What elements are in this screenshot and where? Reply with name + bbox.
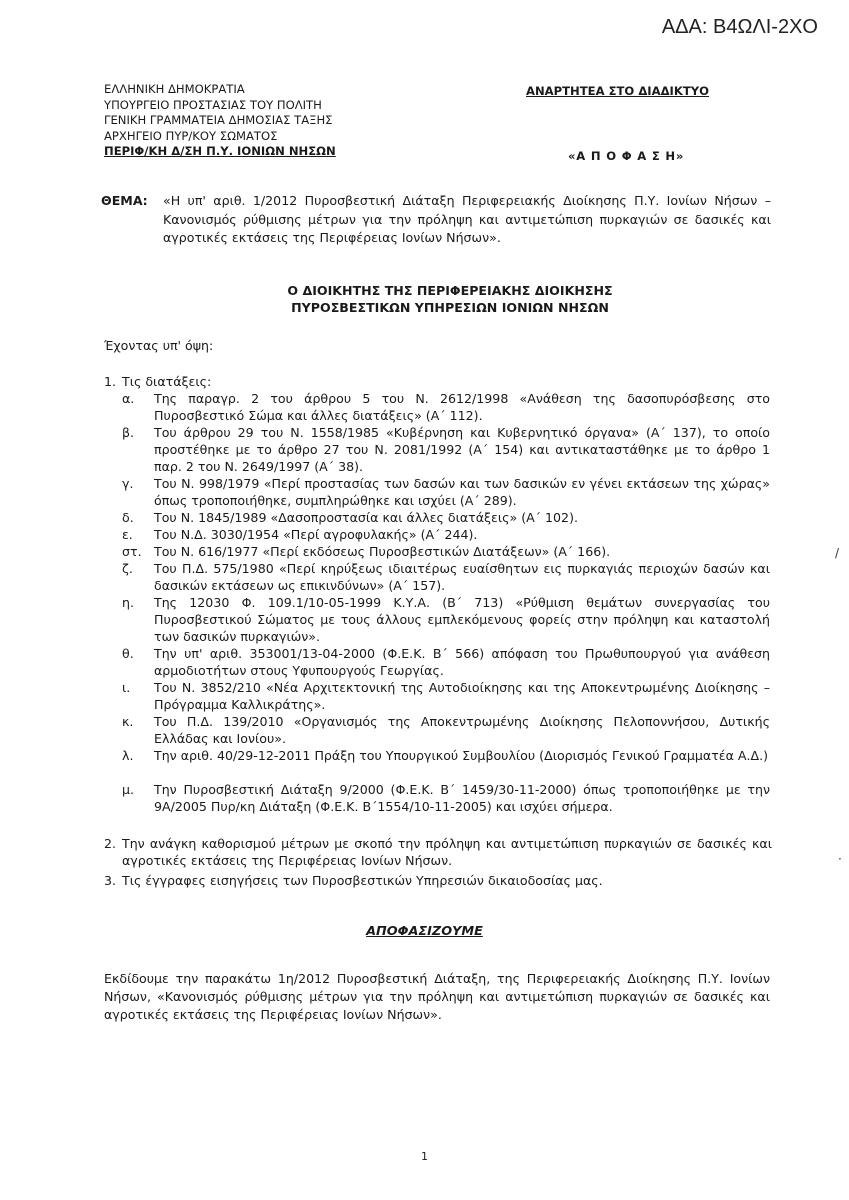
item-number: 2. <box>104 836 117 851</box>
sub-item-text: Του Ν. 3852/210 «Νέα Αρχιτεκτονική της Αυτοδιοίκησης και της Αποκεντρωμένης Διοίκησης – Πρόγραμμα Καλλικράτης». <box>154 680 770 713</box>
sub-item-letter: ε. <box>122 527 133 542</box>
document-title <box>150 282 750 316</box>
sub-item-text: Του άρθρου 29 του Ν. 1558/1985 «Κυβέρνηση και Κυβερνητικό όργανα» (Α΄ 137), το οποίο προστέθηκε με το άρθρο 27 του Ν. 2081/1992 (Α΄ 154) και αντικαταστάθηκε με το άρθρο 1 παρ. 2 του Ν. 2649/1997 (Α΄ 38). <box>154 425 770 475</box>
sub-item <box>122 509 770 526</box>
sub-item-letter: δ. <box>122 510 134 525</box>
sub-item <box>122 679 770 713</box>
sub-item <box>122 594 770 646</box>
decision-label: «Α Π Ο Φ Α Σ Η» <box>568 149 685 163</box>
sub-item-letter: στ. <box>122 544 142 559</box>
sub-item <box>122 526 770 543</box>
sub-item-text: Την Πυροσβεστική Διάταξη 9/2000 (Φ.Ε.Κ. Β΄ 1459/30-11-2000) όπως τροποποιήθηκε με την 9Α/2005 Πυρ/κη Διάταξη (Φ.Ε.Κ. Β΄1554/10-11-2005) και ισχύει σήμερα. <box>154 782 770 815</box>
sub-item <box>122 424 770 476</box>
sub-item-letter: γ. <box>122 476 134 491</box>
sub-item-text: Την υπ' αριθ. 353001/13-04-2000 (Φ.Ε.Κ. Β΄ 566) απόφαση του Πρωθυπουργού για ανάθεση αρμοδιοτήτων στους Υφυπουργούς Γεωργίας. <box>154 646 770 679</box>
sub-item <box>122 543 770 560</box>
sub-item-letter: α. <box>122 391 135 406</box>
scan-mark: · <box>838 852 842 866</box>
sub-item <box>122 747 770 764</box>
sub-item-text: Του Ν. 1845/1989 «Δασοπροστασία και άλλες διατάξεις» (Α΄ 102). <box>154 510 578 525</box>
post-online-label: ΑΝΑΡΤΗΤΕΑ ΣΤΟ ΔΙΑΔΙΚΤΥΟ <box>526 84 710 98</box>
issuer-header <box>104 82 336 160</box>
item-number: 1. <box>104 374 117 389</box>
sub-item-letter: η. <box>122 595 134 610</box>
sub-item-text: Του Ν. 616/1977 «Περί εκδόσεως Πυροσβεστικών Διατάξεων» (Α΄ 166). <box>154 544 611 559</box>
page-number: 1 <box>421 1150 428 1163</box>
header-department: ΠΕΡΙΦ/ΚΗ Δ/ΣΗ Π.Υ. ΙΟΝΙΩΝ ΝΗΣΩΝ <box>104 144 336 158</box>
header-line: ΓΕΝΙΚΗ ΓΡΑΜΜΑΤΕΙΑ ΔΗΜΟΣΙΑΣ ΤΑΞΗΣ <box>104 113 333 127</box>
sub-item <box>122 645 770 679</box>
sub-item-letter: ι. <box>122 680 131 695</box>
sub-item-text: Την αριθ. 40/29-12-2011 Πράξη του Υπουργικού Συμβουλίου (Διορισμός Γενικού Γραμματέα Α.Δ.) <box>154 748 769 763</box>
sub-item-letter: θ. <box>122 646 134 661</box>
sub-item-text: Του Ν.Δ. 3030/1954 «Περί αγροφυλακής» (Α΄ 244). <box>154 527 478 542</box>
item-number: 3. <box>104 873 117 888</box>
sub-item-letter: β. <box>122 425 135 440</box>
sub-item-text: Της παραγρ. 2 του άρθρου 5 του Ν. 2612/1998 «Ανάθεση της δασοπυρόσβεσης στο Πυροσβεστικό Σώμα και άλλες διατάξεις» (Α΄ 112). <box>154 391 770 424</box>
title-line: Ο ΔΙΟΙΚΗΤΗΣ ΤΗΣ ΠΕΡΙΦΕΡΕΙΑΚΗΣ ΔΙΟΙΚΗΣΗΣ <box>287 283 613 298</box>
subject-text: «Η υπ' αριθ. 1/2012 Πυροσβεστική Διάταξη Περιφερειακής Διοίκησης Π.Υ. Ιονίων Νήσων – Κανονισμός ρύθμισης μέτρων για την πρόληψη και αντιμετώπιση πυρκαγιών σε δασικές και αγροτικές εκτάσεις της Περιφέρειας Ιονίων Νήσων». <box>163 193 771 245</box>
item-text: Τις διατάξεις: <box>122 374 212 389</box>
header-line: ΑΡΧΗΓΕΙΟ ΠΥΡ/ΚΟΥ ΣΩΜΑΤΟΣ <box>104 128 278 143</box>
item-text: Τις έγγραφες εισηγήσεις των Πυροσβεστικών Υπηρεσιών δικαιοδοσίας μας. <box>122 873 603 888</box>
issue-paragraph: Εκδίδουμε την παρακάτω 1η/2012 Πυροσβεστική Διάταξη, της Περιφερειακής Διοίκησης Π.Υ. Ιονίων Νήσων, «Κανονισμός ρύθμισης μέτρων για την πρόληψη και αντιμετώπιση πυρκαγιών σε δασικές και αγροτικές εκτάσεις της Περιφέρειας Ιονίων Νήσων». <box>104 971 770 1022</box>
header-line: ΥΠΟΥΡΓΕΙΟ ΠΡΟΣΤΑΣΙΑΣ ΤΟΥ ΠΟΛΙΤΗ <box>104 97 322 112</box>
sub-item <box>122 475 770 509</box>
having-heading: Έχοντας υπ' όψη: <box>104 338 214 353</box>
list-item <box>104 835 772 869</box>
sub-item-text: Της 12030 Φ. 109.1/10-05-1999 Κ.Υ.Α. (Β΄ 713) «Ρύθμιση θεμάτων συνεργασίας του Πυροσβεστικού Σώματος με τους άλλους εμπλεκόμενους φορείς στην πρόληψη και καταστολή των δασικών πυρκαγιών». <box>154 595 770 645</box>
item-text: Την ανάγκη καθορισμού μέτρων με σκοπό την πρόληψη και αντιμετώπιση πυρκαγιών σε δασικές και αγροτικές εκτάσεις της Περιφέρειας Ιονίων Νήσων. <box>122 836 772 869</box>
list-item <box>104 373 772 390</box>
sub-item <box>122 713 770 747</box>
sub-item <box>122 390 770 424</box>
sub-item-letter: ζ. <box>122 561 133 576</box>
subject <box>101 192 771 248</box>
decision-heading: ΑΠΟΦΑΣΙΖΟΥΜΕ <box>366 924 483 939</box>
sub-item-letter: λ. <box>122 748 134 763</box>
scan-mark: / <box>835 546 840 560</box>
title-line: ΠΥΡΟΣΒΕΣΤΙΚΩΝ ΥΠΗΡΕΣΙΩΝ ΙΟΝΙΩΝ ΝΗΣΩΝ <box>291 300 609 315</box>
sub-item-text: Του Π.Δ. 139/2010 «Οργανισμός της Αποκεντρωμένης Διοίκησης Πελοποννήσου, Δυτικής Ελλάδας και Ιονίου». <box>154 714 770 747</box>
sub-item <box>122 560 770 594</box>
header-line: ΕΛΛΗΝΙΚΗ ΔΗΜΟΚΡΑΤΙΑ <box>104 82 245 96</box>
sub-item-text: Του Π.Δ. 575/1980 «Περί κηρύξεως ιδιαιτέρως ευαίσθητων εις πυρκαγιάς περιοχών δασών και δασικών εκτάσεων ως επικινδύνων» (Α΄ 157). <box>154 561 770 594</box>
ada-code: ΑΔΑ: Β4ΩΛΙ-2ΧΟ <box>661 16 818 38</box>
sub-item-letter: κ. <box>122 714 134 729</box>
subject-label: ΘΕΜΑ: <box>101 193 148 208</box>
sub-item <box>122 781 770 815</box>
list-item <box>104 872 772 889</box>
sub-item-text: Του Ν. 998/1979 «Περί προστασίας των δασών και των δασικών εν γένει εκτάσεων της χώρας» όπως τροποποιήθηκε, συμπληρώθηκε και ισχύει (Α΄ 289). <box>154 476 770 509</box>
sub-item-letter: μ. <box>122 782 135 797</box>
